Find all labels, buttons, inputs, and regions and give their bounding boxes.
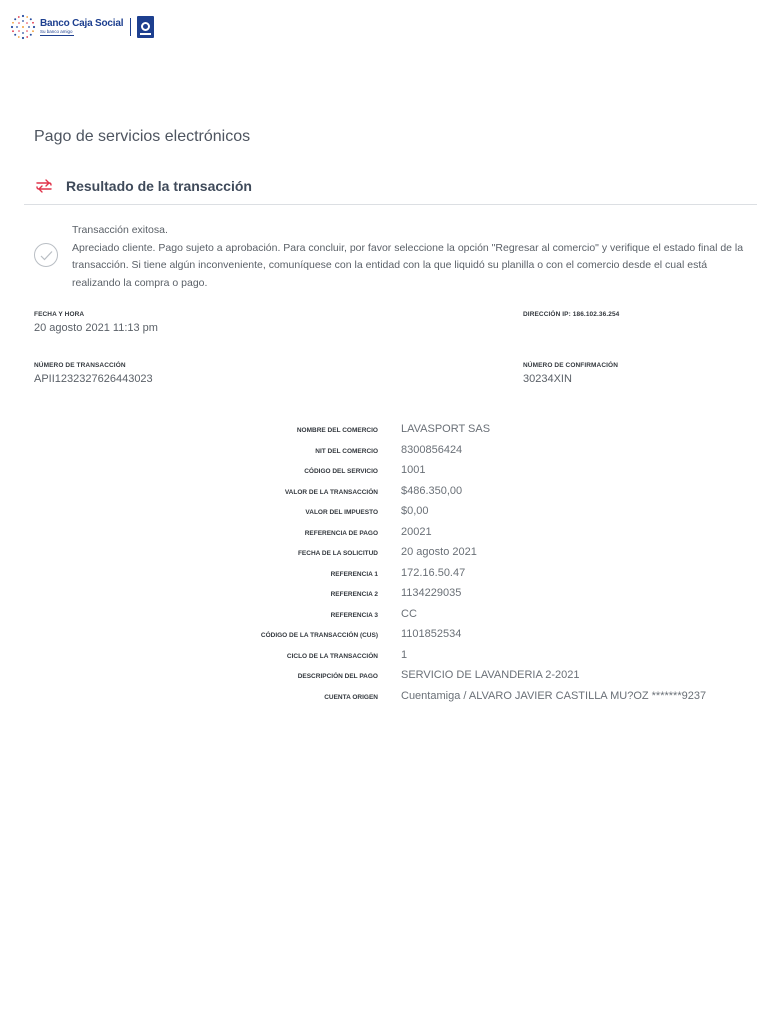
detail-value: 20 agosto 2021 — [401, 546, 477, 558]
detail-label: REFERENCIA DE PAGO — [304, 529, 378, 537]
page-title: Pago de servicios electrónicos — [34, 128, 251, 145]
detail-row — [0, 442, 768, 463]
detail-value: CC — [401, 607, 417, 620]
detail-row — [0, 503, 768, 524]
ip-address-label: DIRECCIÓN IP: 186.102.36.254 — [523, 311, 620, 318]
section-title: Resultado de la transacción — [66, 178, 252, 194]
detail-row — [0, 524, 768, 545]
detail-row — [0, 647, 768, 668]
detail-label: REFERENCIA 3 — [330, 611, 378, 619]
detail-row — [0, 667, 768, 688]
detail-label: NOMBRE DEL COMERCIO — [296, 427, 378, 434]
header — [0, 0, 768, 52]
detail-value: 1134229035 — [401, 587, 462, 599]
detail-label: VALOR DEL IMPUESTO — [305, 509, 378, 516]
detail-label: FECHA DE LA SOLICITUD — [297, 550, 378, 557]
confirmation-number-label: NÚMERO DE CONFIRMACIÓN — [523, 362, 619, 369]
detail-label: CICLO DE LA TRANSACCIÓN — [286, 652, 378, 660]
result-status: Transacción exitosa. — [72, 224, 168, 236]
detail-row — [0, 462, 768, 483]
result-description: Apreciado cliente. Pago sujeto a aprobación. Para concluir, por favor seleccione la opción "Regresar al comercio" y verifique el estado final de la transacción. Si tiene algún inconveniente, comuníquese con la entidad con la que liquidó su planilla o con el comercio desde el cual está realizando la compra o pago. — [72, 241, 744, 289]
detail-label: CÓDIGO DE LA TRANSACCIÓN (CUS) — [260, 632, 378, 639]
detail-value: $0,00 — [401, 505, 429, 517]
detail-value: 172.16.50.47 — [401, 566, 466, 579]
seal-icon — [137, 16, 154, 38]
detail-label: VALOR DE LA TRANSACCIÓN — [284, 488, 378, 496]
detail-label: REFERENCIA 2 — [330, 591, 378, 598]
detail-row — [0, 688, 768, 709]
transaction-number-value: APII1232327626443023 — [34, 373, 153, 385]
detail-row — [0, 565, 768, 586]
detail-value: Cuentamiga / ALVARO JAVIER CASTILLA MU?OZ *******9237 — [401, 689, 707, 702]
transaction-number-label: NÚMERO DE TRANSACCIÓN — [34, 362, 126, 369]
detail-value: 8300856424 — [401, 443, 463, 456]
brand-tagline: Su banco amigo — [40, 29, 73, 34]
detail-label: CUENTA ORIGEN — [324, 693, 378, 701]
detail-value: 1 — [401, 648, 408, 661]
logo-divider — [130, 18, 131, 36]
detail-row — [0, 606, 768, 627]
detail-value: $486.350,00 — [401, 484, 463, 497]
result-message — [34, 222, 744, 292]
transfer-arrows-icon — [34, 176, 54, 196]
detail-value: 1101852534 — [401, 628, 462, 640]
detail-label: REFERENCIA 1 — [330, 570, 378, 578]
bank-logo[interactable] — [10, 14, 154, 40]
detail-label: NIT DEL COMERCIO — [315, 447, 378, 455]
detail-row — [0, 626, 768, 647]
date-value: 20 agosto 2021 11:13 pm — [34, 322, 158, 334]
starburst-logo-icon — [10, 14, 36, 40]
detail-value: LAVASPORT SAS — [401, 423, 491, 435]
detail-row — [0, 544, 768, 565]
detail-row — [0, 421, 768, 442]
section-divider — [24, 204, 757, 205]
detail-label: DESCRIPCIÓN DEL PAGO — [297, 673, 378, 680]
detail-label: CÓDIGO DEL SERVICIO — [304, 468, 378, 475]
success-check-icon — [34, 243, 58, 267]
confirmation-number-value: 30234XIN — [523, 373, 572, 385]
section-header — [34, 174, 252, 198]
detail-value: 20021 — [401, 525, 432, 538]
date-label: FECHA Y HORA — [34, 311, 85, 318]
detail-value: 1001 — [401, 464, 426, 476]
detail-row — [0, 483, 768, 504]
detail-row — [0, 585, 768, 606]
detail-value: SERVICIO DE LAVANDERIA 2-2021 — [401, 669, 580, 681]
brand-name: Banco Caja Social — [40, 18, 124, 29]
